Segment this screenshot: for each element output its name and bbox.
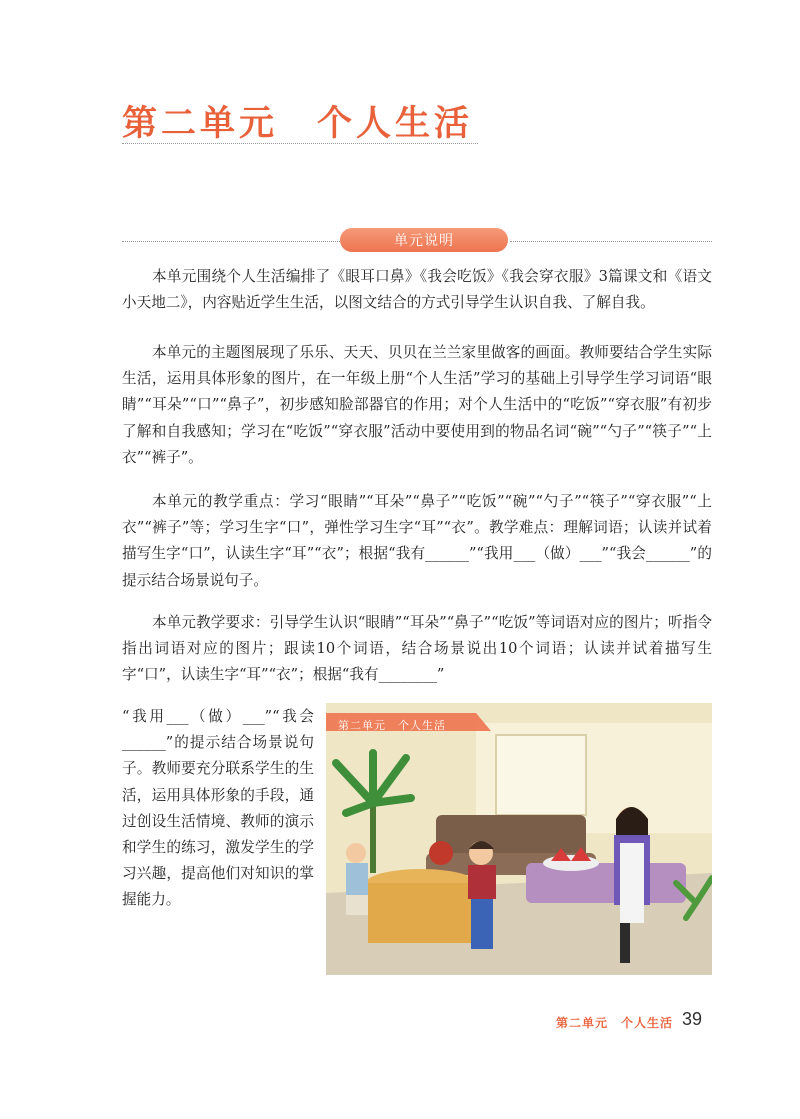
title-divider xyxy=(122,143,478,144)
section-badge: 单元说明 xyxy=(340,228,508,252)
paragraph-1: 本单元围绕个人生活编排了《眼耳口鼻》《我会吃饭》《我会穿衣服》3篇课文和《语文小天地二》，内容贴近学生生活，以图文结合的方式引导学生认识自我、了解自我。 xyxy=(122,268,712,312)
page-number: 39 xyxy=(682,1009,703,1029)
paragraph-3: 本单元的教学重点：学习“眼睛”“耳朵”“鼻子”“吃饭”“碗”“勺子”“筷子”“穿衣服”“上衣”“裤子”等；学习生字“口”，弹性学习生字“耳”“衣”。教学难点：理解词语；认读并试着描写生字“口”，认读生字“耳”“衣”；根据“我有______”“我用___（做）___”“我会______”的提示结合场景说句子。 xyxy=(122,493,712,589)
paragraph-2: 本单元的主题图展现了乐乐、天天、贝贝在兰兰家里做客的画面。教师要结合学生实际生活，运用具体形象的图片，在一年级上册“个人生活”学习的基础上引导学生学习词语“眼睛”“耳朵”“口”“鼻子”，初步感知脸部器官的作用；对个人生活中的“吃饭”“穿衣服”有初步了解和自我感知；学习在“吃饭”“穿衣服”活动中要使用到的物品名词“碗”“勺子”“筷子”“上衣”“裤子”。 xyxy=(122,344,712,466)
page-title: 第二单元 个人生活 xyxy=(122,103,474,144)
section-divider-right xyxy=(510,241,712,242)
section-divider-left xyxy=(122,241,340,242)
paragraph-4-continued: “我用___（做）___”“我会______”的提示结合场景说句子。教师要充分联系学生的生活，运用具体形象的手段，通过创设生活情境、教师的演示和学生的练习，激发学生的学习兴趣，提高他们对知识的掌握能力。 xyxy=(122,708,314,909)
unit-theme-illustration xyxy=(326,703,712,975)
illustration-banner: 第二单元 个人生活 xyxy=(338,719,446,732)
paragraph-4: 本单元教学要求：引导学生认识“眼睛”“耳朵”“鼻子”“吃饭”等词语对应的图片；听指令指出词语对应的图片；跟读10个词语，结合场景说出10个词语；认读并试着描写生字“口”，认读生字“耳”“衣”；根据“我有________” xyxy=(122,614,712,684)
living-room-scene xyxy=(326,703,712,975)
footer-unit-label: 第二单元 个人生活 xyxy=(556,1016,674,1030)
